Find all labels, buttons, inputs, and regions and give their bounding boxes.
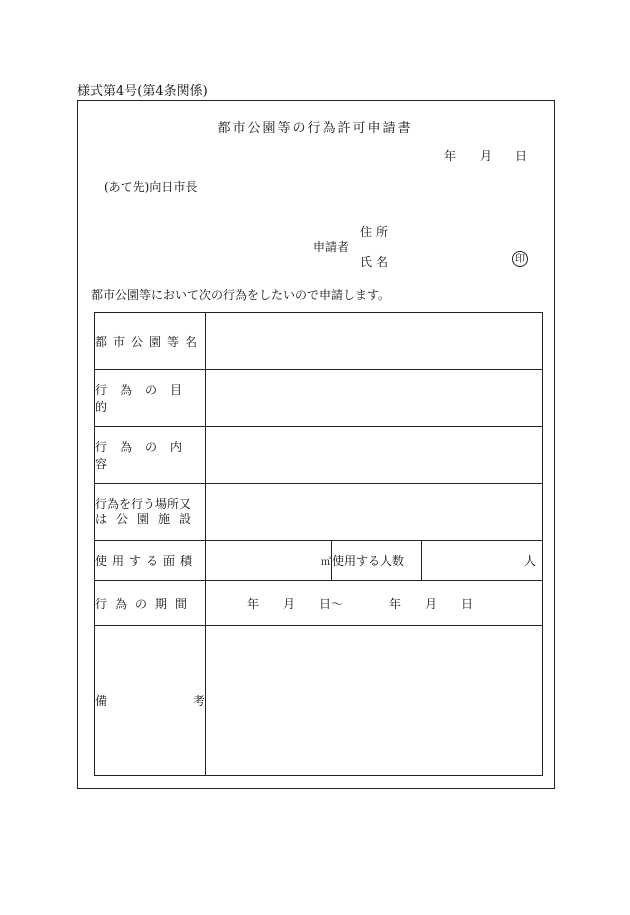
period-year2: 年 [389, 596, 402, 611]
name-label: 氏名 [360, 255, 393, 269]
remarks-label-row [95, 692, 205, 709]
area-label-text: 使用する面積 [95, 554, 198, 568]
applicant-label: 申請者 [313, 240, 350, 254]
content-label-text: 行為の内容 [95, 440, 196, 471]
period-field[interactable] [206, 581, 543, 626]
remarks-field[interactable] [206, 626, 543, 776]
place-label-line1: 行為を行う場所又 [95, 497, 192, 511]
place-field[interactable] [206, 484, 543, 541]
area-label [95, 541, 206, 581]
period-month2: 月 [425, 596, 438, 611]
period-year1: 年 [247, 596, 260, 611]
period-label [95, 581, 206, 626]
area-unit: ㎡ [321, 557, 331, 568]
remarks-label-2: 考 [192, 694, 205, 708]
period-day2: 日 [461, 596, 474, 611]
park-name-label-inner: 都市公園等名 [95, 334, 204, 349]
date-day-label: 日 [515, 149, 528, 163]
address-label: 住所 [360, 225, 393, 239]
remarks-label [95, 626, 206, 776]
park-name-label [95, 313, 206, 370]
park-name-field[interactable] [206, 313, 543, 370]
purpose-label [95, 370, 206, 427]
people-field[interactable] [422, 541, 543, 581]
remarks-label-1: 備 [95, 694, 108, 708]
content-field[interactable] [206, 427, 543, 484]
period-month1: 月 [283, 596, 296, 611]
form-number: 様式第4号(第4条関係) [77, 84, 208, 99]
date-month-label: 月 [480, 149, 493, 163]
period-label-text: 行為の期間 [95, 596, 196, 611]
application-statement: 都市公園等において次の行為をしたいので申請します。 [91, 288, 391, 302]
purpose-field[interactable] [206, 370, 543, 427]
application-table [94, 312, 543, 776]
period-day1: 日〜 [319, 596, 344, 611]
park-name-label-text [95, 333, 205, 350]
people-label [332, 541, 422, 581]
area-field[interactable] [206, 541, 332, 581]
content-label [95, 427, 206, 484]
recipient: (あて先)向日市長 [104, 180, 198, 194]
people-label-text: 使用する人数 [332, 554, 405, 568]
people-unit: 人 [524, 554, 537, 568]
purpose-label-text: 行為の目的 [95, 383, 196, 414]
period-row [206, 595, 542, 612]
form-title: 都市公園等の行為許可申請書 [217, 121, 413, 136]
seal-mark: 印 [512, 251, 528, 267]
place-label-line2: は公園施設 [95, 512, 201, 526]
place-label [95, 484, 206, 541]
date-year-label: 年 [444, 149, 457, 163]
